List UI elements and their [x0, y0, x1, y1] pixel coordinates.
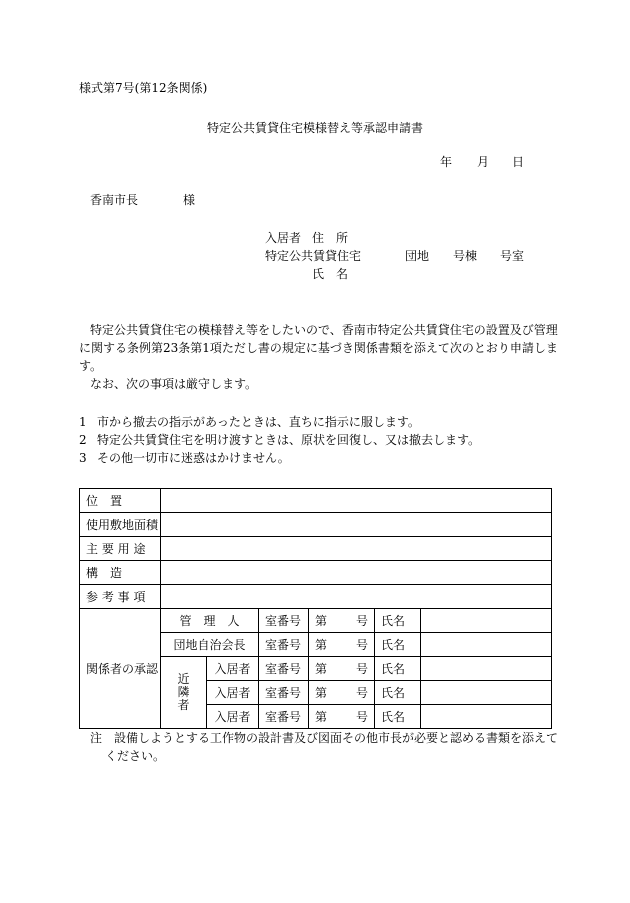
name-field[interactable] — [421, 705, 552, 729]
structure-label: 構 造 — [80, 561, 161, 585]
rule-2-text: 特定公共賃貸住宅を明け渡すときは、原状を回復し、又は撤去します。 — [97, 433, 481, 447]
shimei-label: 氏名 — [375, 657, 421, 681]
room-no-label: 室番号 — [259, 705, 309, 729]
room-number-field[interactable]: 第 号 — [309, 633, 375, 657]
shimei-label: 氏名 — [375, 681, 421, 705]
body-line-2: に関する条例第23条第1項ただし書の規定に基づき関係書類を添えて次のとおり申請しま — [79, 341, 558, 355]
body-line-3: す。 — [79, 359, 103, 373]
rule-3-num: 3 — [79, 451, 87, 465]
main-use-field[interactable] — [161, 537, 552, 561]
rule-3-text: その他一切市に迷惑はかけません。 — [97, 451, 290, 465]
body-line-4: なお、次の事項は厳守します。 — [90, 377, 258, 391]
location-label: 位 置 — [80, 489, 161, 513]
note-line-2: ください。 — [105, 749, 166, 763]
page-title: 特定公共賃貸住宅模様替え等承認申請書 — [207, 121, 424, 135]
rule-1-text: 市から撤去の指示があったときは、直ちに指示に服します。 — [97, 415, 420, 429]
resident-label: 入居者 — [265, 231, 302, 245]
gotou-label: 号棟 — [453, 249, 478, 263]
approval-label: 関係者の承認 — [80, 609, 161, 729]
resident-row-label: 入居者 — [207, 705, 259, 729]
name-field[interactable] — [421, 609, 552, 633]
room-no-label: 室番号 — [259, 657, 309, 681]
addressee-honorific: 様 — [183, 193, 196, 207]
main-use-label: 主 要 用 途 — [80, 537, 161, 561]
room-no-label: 室番号 — [259, 609, 309, 633]
date-day: 日 — [512, 155, 525, 169]
goushitsu-label: 号室 — [500, 249, 525, 263]
rule-2-num: 2 — [79, 433, 87, 447]
note-line-1: 注 設備しようとする工作物の設計書及び図面その他市長が必要と認める書類を添えて — [90, 731, 559, 745]
address-label: 住 所 — [312, 231, 349, 245]
reference-label: 参 考 事 項 — [80, 585, 161, 609]
shimei-label: 氏名 — [375, 609, 421, 633]
neighbors-label: 近隣者 — [161, 657, 207, 729]
name-label: 氏 名 — [312, 267, 349, 281]
shimei-label: 氏名 — [375, 705, 421, 729]
date-month: 月 — [477, 155, 490, 169]
manager-label: 管 理 人 — [161, 609, 259, 633]
form-number: 様式第7号(第12条関係) — [79, 81, 208, 95]
rule-1-num: 1 — [79, 415, 87, 429]
association-head-label: 団地自治会長 — [161, 633, 259, 657]
danchi-label: 団地 — [405, 249, 430, 263]
name-field[interactable] — [421, 681, 552, 705]
room-number-field[interactable]: 第 号 — [309, 657, 375, 681]
room-number-field[interactable]: 第 号 — [309, 681, 375, 705]
structure-field[interactable] — [161, 561, 552, 585]
site-area-field[interactable] — [161, 513, 552, 537]
name-field[interactable] — [421, 657, 552, 681]
room-no-label: 室番号 — [259, 681, 309, 705]
note-label: 注 — [90, 731, 103, 745]
resident-row-label: 入居者 — [207, 657, 259, 681]
site-area-label: 使用敷地面積 — [80, 513, 161, 537]
resident-row-label: 入居者 — [207, 681, 259, 705]
room-number-field[interactable]: 第 号 — [309, 609, 375, 633]
room-no-label: 室番号 — [259, 633, 309, 657]
shimei-label: 氏名 — [375, 633, 421, 657]
application-table — [79, 488, 552, 729]
addressee-name: 香南市長 — [90, 193, 139, 207]
body-line-1: 特定公共賃貸住宅の模様替え等をしたいので、香南市特定公共賃貸住宅の設置及び管理 — [90, 323, 558, 337]
location-field[interactable] — [161, 489, 552, 513]
reference-field[interactable] — [161, 585, 552, 609]
housing-label: 特定公共賃貸住宅 — [265, 249, 362, 263]
room-number-field[interactable]: 第 号 — [309, 705, 375, 729]
date-year: 年 — [440, 155, 453, 169]
name-field[interactable] — [421, 633, 552, 657]
